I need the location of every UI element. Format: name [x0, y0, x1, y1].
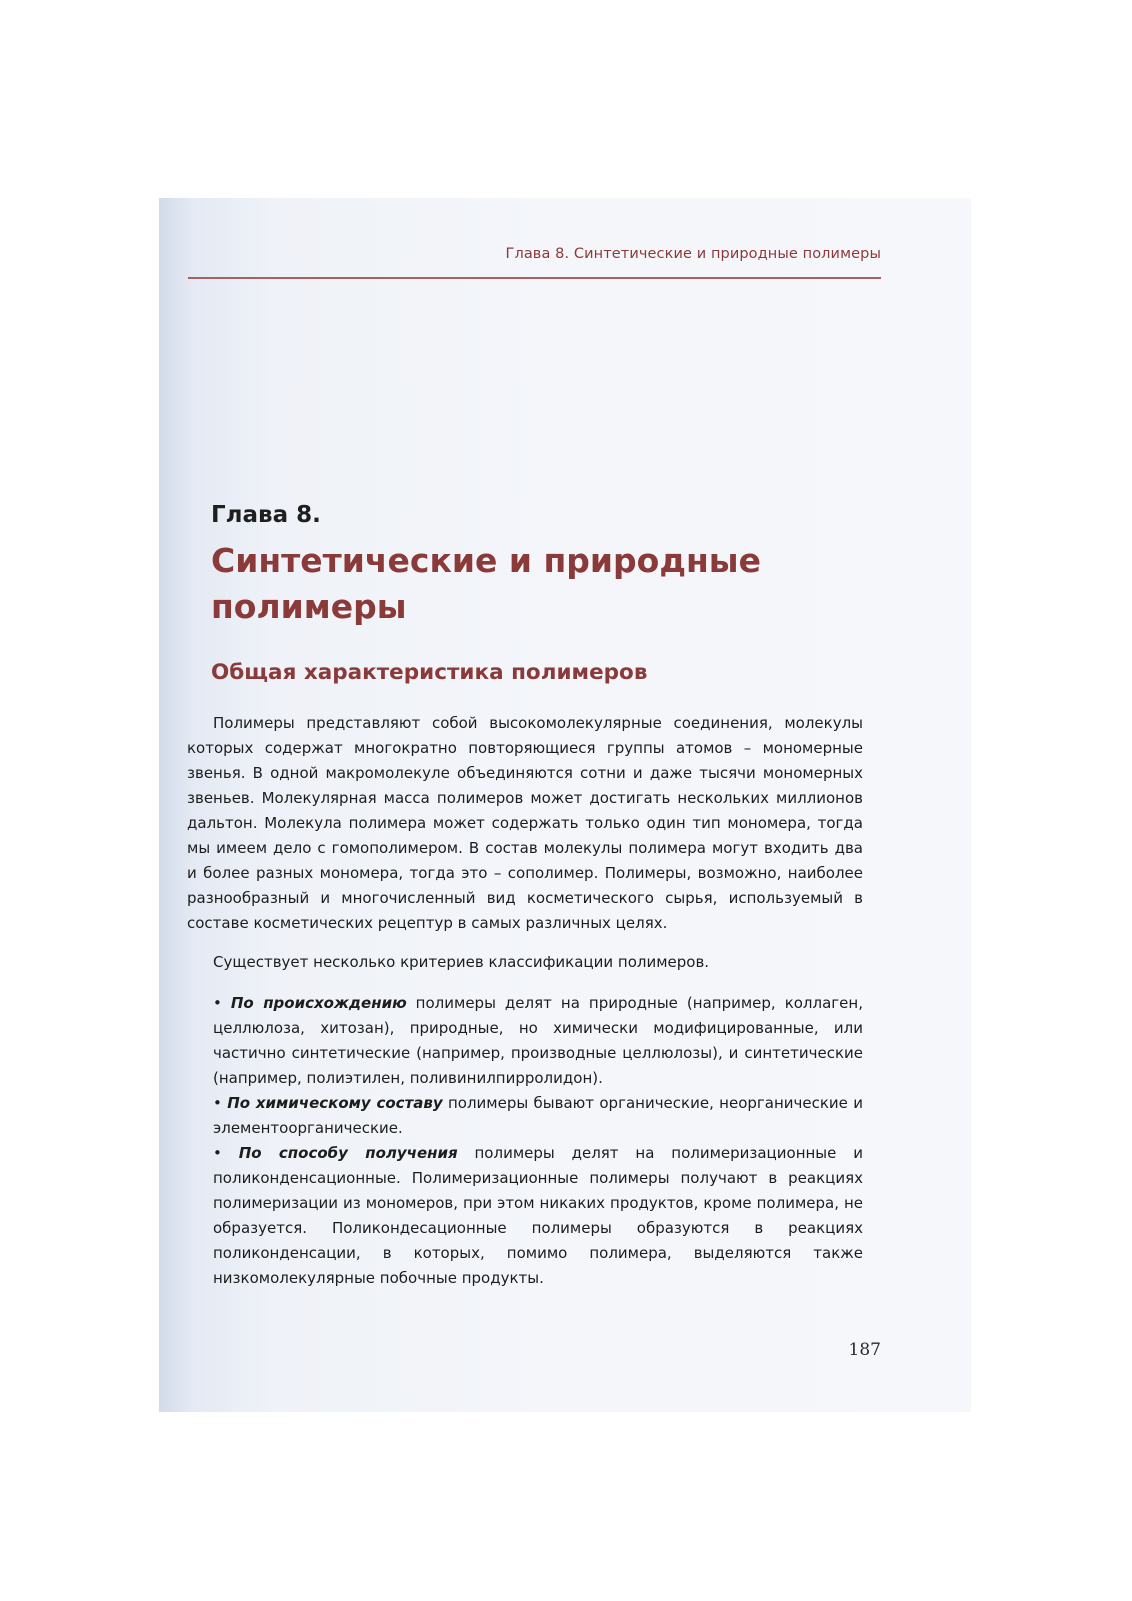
criteria-text: полимеры делят на полимеризационные и поликонденсационные. Полимеризационные полимеры получают в реакциях полимеризации из мономеров, при этом никаких продуктов, кроме полимера, не образуется. Поликондесационные полимеры образуются в реакциях поликонденсации, в которых, помимо полимера, выделяются также низкомолекулярные побочные продукты. — [213, 1144, 863, 1287]
header-rule — [188, 277, 881, 279]
criteria-term: По происхождению — [230, 994, 407, 1012]
bullet: • — [213, 1094, 222, 1112]
book-page — [159, 198, 971, 1412]
running-header: Глава 8. Синтетические и природные полимеры — [505, 246, 881, 262]
chapter-label: Глава 8. — [211, 502, 321, 528]
section-title: Общая характеристика полимеров — [211, 660, 648, 685]
criteria-intro: Существует несколько критериев классификации полимеров. — [213, 953, 710, 971]
criteria-term: По химическому составу — [227, 1094, 443, 1112]
criteria-list — [213, 991, 863, 1291]
page-number: 187 — [848, 1340, 881, 1360]
criteria-item-production — [213, 1141, 863, 1291]
intro-paragraph: Полимеры представляют собой высокомолекулярные соединения, молекулы которых содержат многократно повторяющиеся группы атомов – мономерные звенья. В одной макромолекуле объединяются сотни и даже тысячи мономерных звеньев. Молекулярная масса полимеров может достигать нескольких миллионов дальтон. Молекула полимера может содержать только один тип мономера, тогда мы имеем дело с гомополимером. В состав молекулы полимера могут входить два и более разных мономера, тогда это – сополимер. Полимеры, возможно, наиболее разнообразный и многочисленный вид косметического сырья, используемый в составе косметических рецептур в самых различных целях. — [187, 714, 863, 932]
chapter-title: Синтетические и природные полимеры — [211, 541, 762, 626]
criteria-term: По способу получения — [238, 1144, 458, 1162]
bullet: • — [213, 1144, 222, 1162]
bullet: • — [213, 994, 222, 1012]
criteria-item-origin — [213, 991, 863, 1091]
criteria-text: полимеры делят на природные (например, коллаген, целлюлоза, хитозан), природные, но химически модифицированные, или частично синтетические (например, производные целлюлозы), и синтетические (например, полиэтилен, поливинилпирролидон). — [213, 994, 863, 1087]
criteria-item-composition — [213, 1091, 863, 1141]
criteria-text: полимеры бывают органические, неорганические и элементоорганические. — [213, 1094, 863, 1137]
